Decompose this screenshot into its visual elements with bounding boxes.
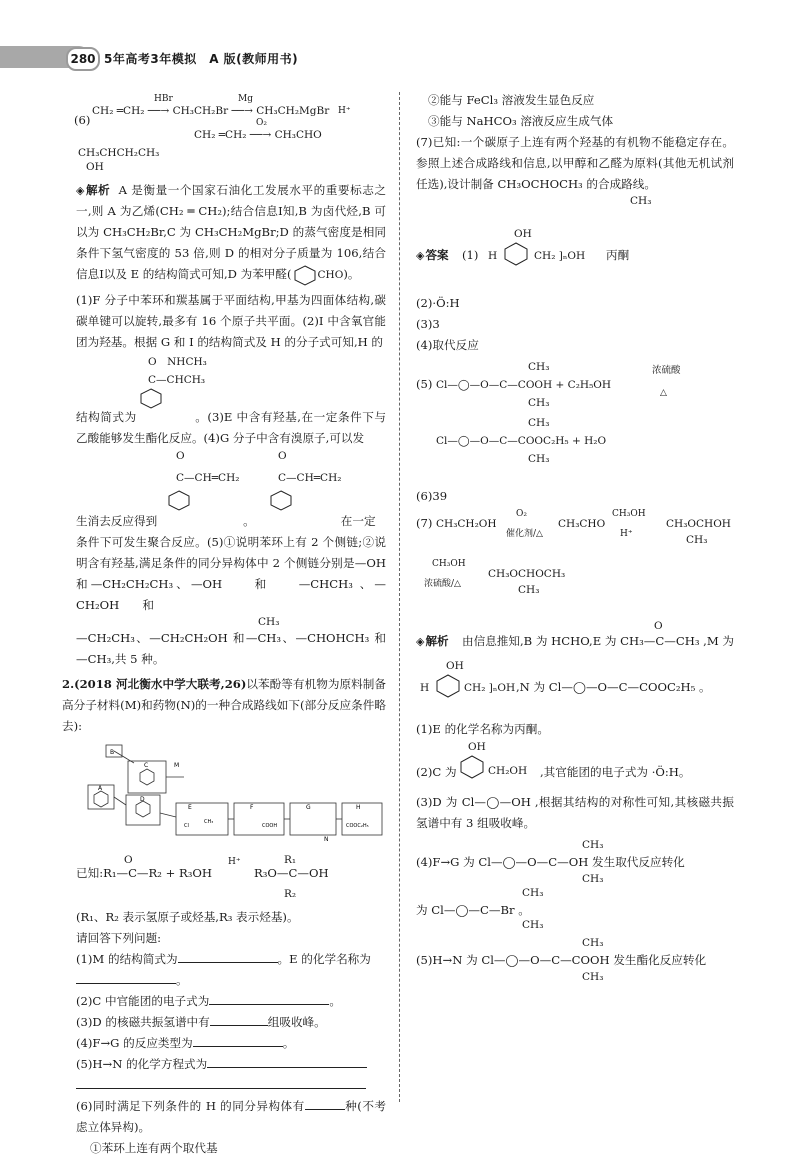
jiexi-c-b: ,其官能团的电子式为 ·Ö:H。 [540, 765, 691, 779]
jiexi-para5-ch3: CH₃ [258, 616, 280, 628]
flow-label-d: D [140, 796, 145, 803]
answer-1-label: (1) [462, 248, 479, 262]
jiexi-block [76, 180, 386, 670]
answer-7-c2b: H⁺ [620, 529, 633, 539]
flow-label-c: C [144, 762, 149, 769]
answer-7-step4: CH₃OCHOCH₃ [488, 568, 566, 580]
answer-7-step3: CH₃OCHOH [666, 518, 731, 530]
route-product-bottom: OH [86, 161, 104, 173]
answer-7-step4-ch3: CH₃ [518, 584, 540, 596]
cond1-line: ①苯环上连有两个取代基 [90, 1141, 218, 1155]
route-cond-hbr: HBr [154, 94, 173, 104]
answer-3: (3)3 [416, 317, 440, 331]
known-cond: H⁺ [228, 857, 241, 867]
benzene-ring-icon [166, 489, 192, 511]
known-reaction [76, 853, 386, 907]
flow-label-m: M [174, 762, 180, 769]
answer-5-prod-ch3-top: CH₃ [528, 417, 550, 429]
jiexi-hn-ch3-bottom: CH₃ [582, 971, 604, 983]
jiexi-tag: ◈ 解析 [76, 183, 110, 197]
flow-cl: Cl [184, 823, 189, 829]
answer-5-ch3-bottom: CH₃ [528, 397, 550, 409]
flow-cooet: COOC₂H₅ [346, 823, 369, 829]
jiexi-fg-a: (4)F→G 为 Cl—◯—O—C—OH 发生取代反应转化 [416, 855, 685, 869]
jiexi-para5: 条件下可发生聚合反应。(5)①说明苯环上有 2 个侧链;②说明含有羟基,满足条件的同分异构体中 2 个侧链分别是—OH 和—CH₂CH₂CH₃、—OH 和 —CHCH₃ 、—CH₂OH 和 [76, 535, 386, 612]
flow-label-a: A [98, 785, 103, 792]
answer-7-step1: CH₃CH₂OH [436, 518, 497, 530]
synthesis-flow-diagram [84, 741, 384, 849]
jiexi-fg-ch3-top: CH₃ [582, 839, 604, 851]
answer-5-cond: 浓硫酸 [652, 365, 681, 376]
answer-1-oh: OH [514, 228, 532, 240]
route-label: (6) [74, 113, 91, 127]
answer-5-equation: Cl—◯—O—C—COOH + C₂H₅OH [436, 379, 612, 391]
q3-blank[interactable] [210, 1013, 268, 1026]
jiexi-d: (3)D 为 Cl—◯—OH ,根据其结构的对称性可知,其核磁共振氢谱中有 3 组吸收峰。 [416, 795, 734, 830]
flow-ch3: CH₃ [204, 819, 214, 825]
answer-2: (2)·Ö:H [416, 296, 460, 310]
route-row1: CH₂ ═CH₂ ──→ CH₃CH₂Br ──→ CH₃CH₂MgBr [92, 105, 330, 117]
daan-tag: ◈ 答案 [416, 247, 448, 263]
benzene-ring-icon [268, 489, 294, 511]
jiexi-c [416, 740, 734, 792]
answer-7-c2: CH₃OH [612, 509, 646, 519]
q3-line: (3)D 的核磁共振氢谱中有 组吸收峰。 [76, 1015, 326, 1029]
o-label-2: O [278, 450, 287, 462]
q5-blank-1[interactable] [207, 1055, 367, 1068]
jiexi-right [416, 619, 734, 719]
q1-blank-e[interactable] [76, 971, 176, 984]
jiexi-c-oh: OH [468, 741, 486, 753]
q1-blank-m[interactable] [178, 950, 278, 963]
route-6 [74, 90, 386, 173]
column-divider [399, 92, 400, 1102]
jiexi-c-struct: CH₂OH [488, 765, 528, 777]
jiexi-fg-ch3-bottom2: CH₃ [522, 919, 544, 931]
jiexi-hn-ch3-top: CH₃ [582, 937, 604, 949]
known-r1: R₁ [284, 854, 297, 866]
h-struct-top: O NHCH₃ [148, 356, 207, 368]
jiexi-para2: (1)F 分子中苯环和羰基属于平面结构,甲基为四面体结构,碳碳单键可以旋转,最多有 16 个原子共平面。(2)I 中含氧官能团为羟基。根据 G 和 I 的结构简式及 H 的分子式可知,H 的 [76, 293, 386, 349]
h-structure [76, 353, 386, 407]
q6-blank[interactable] [305, 1097, 345, 1110]
jiexi-right-tag: ◈ 解析 [416, 633, 448, 649]
answer-1-h: H [488, 250, 498, 262]
jiexi-right-tail: CH₂ ]ₙOH [464, 682, 516, 694]
answer-5-ch3-top: CH₃ [528, 361, 550, 373]
q7-ch3: CH₃ [630, 195, 652, 207]
cond2-line: ②能与 FeCl₃ 溶液发生显色反应 [428, 93, 595, 107]
jiexi-right-line1: 由信息推知,B 为 HCHO,E 为 CH₃—C—CH₃ ,M 为 [462, 634, 735, 648]
route-cond-h: H⁺ [338, 106, 351, 116]
answer-5-product: Cl—◯—O—C—COOC₂H₅ + H₂O [436, 435, 607, 447]
answer-1-tail: CH₂ ]ₙOH [534, 250, 586, 262]
answer-1-name: 丙酮 [606, 248, 630, 262]
answer-4: (4)取代反应 [416, 338, 479, 352]
jiexi-para4: 生消去反应得到 。 在一定 [76, 514, 376, 528]
book-title: 5年高考3年模拟 A 版(教师用书) [104, 52, 299, 66]
benzene-ring-icon [458, 754, 486, 780]
benzene-ring-icon [292, 264, 318, 286]
route-cond-o2: O₂ [256, 118, 267, 128]
jiexi-fg-ch3-top2: CH₃ [522, 887, 544, 899]
jiexi-para6: —CH₂CH₃、—CH₂CH₂OH 和—CH₃、—CHOHCH₃ 和—CH₃,共 5 种。 [76, 631, 386, 666]
question-2-intro: 2.(2018 河北衡水中学大联考,26)以苯酚等有机物为原料制备高分子材料(M)和药物(N)的一种合成路线如下(部分反应条件略去): [62, 677, 386, 733]
benzene-ring-icon [138, 387, 164, 409]
q7-line: (7)已知:一个碳原子上连有两个羟基的有机物不能稳定存在。参照上述合成路线和信息,以甲醇和乙醛为原料(其他无机试剂任选),设计制备 CH₃OCHOCH₃ 的合成路线。 [416, 135, 734, 191]
flow-cooh: COOH [262, 823, 278, 829]
answer-7-step3-ch3: CH₃ [686, 534, 708, 546]
g-struct-1: C—CH═CH₂ [176, 472, 240, 484]
jiexi-fg [416, 834, 734, 930]
h-struct-mid: C—CHCH₃ [148, 374, 206, 386]
answer-7-label: (7) [416, 516, 433, 530]
q2-blank[interactable] [209, 992, 329, 1005]
answer-5 [416, 356, 734, 486]
cond3-line: ③能与 NaHCO₃ 溶液反应生成气体 [428, 114, 614, 128]
jiexi-fg-ch3-bottom: CH₃ [582, 873, 604, 885]
known-r2: R₂ [284, 888, 297, 900]
q2-line: (2)C 中官能团的电子式为 。 [76, 994, 341, 1008]
known-o: O [124, 854, 133, 866]
jiexi-fg-b: 为 Cl—◯—C—Br 。 [416, 903, 530, 917]
known-note: (R₁、R₂ 表示氢原子或烃基,R₃ 表示烃基)。 [76, 910, 299, 924]
q4-blank[interactable] [193, 1034, 283, 1047]
jiexi-hn-line: (5)H→N 为 Cl—◯—O—C—COOH 发生酯化反应转化 [416, 953, 707, 967]
answer-1 [416, 227, 734, 287]
q1-line: (1)M 的结构简式为 。E 的化学名称为 。 [76, 952, 371, 987]
jiexi-right-h: H [420, 682, 430, 694]
benzene-ring-icon [502, 241, 530, 267]
jiexi-c-a: (2)C 为 [416, 765, 457, 779]
jiexi-para3: 结构简式为 。(3)E 中含有羟基,在一定条件下与乙酸能够发生酯化反应。(4)G 分子中含有溴原子,可以发 [76, 410, 386, 445]
route-product-top: CH₃CHCH₂CH₃ [78, 147, 160, 159]
known-prefix: 已知:R₁—C—R₂ + R₃OH [76, 866, 212, 880]
answer-7-c1b: 催化剂/△ [506, 529, 543, 539]
flow-label-b: B [110, 749, 115, 756]
jiexi-right-oh: OH [446, 660, 464, 672]
answer-7 [416, 507, 734, 607]
answer-7-step2: CH₃CHO [558, 518, 606, 530]
flow-label-e: E [188, 804, 192, 811]
right-column [416, 90, 734, 988]
answer-7-c3b: 浓硫酸/△ [424, 579, 461, 589]
jiexi-hn [416, 936, 734, 988]
g-struct-2: C—CH═CH₂ [278, 472, 342, 484]
ask-line: 请回答下列问题: [76, 931, 162, 945]
answer-5-label: (5) [416, 377, 433, 391]
g-elimination-products [76, 449, 386, 511]
route-cond-mg: Mg [238, 94, 253, 104]
o-label-1: O [176, 450, 185, 462]
answer-5-prod-ch3-bottom: CH₃ [528, 453, 550, 465]
route-row2: CH₂ ═CH₂ ──→ CH₃CHO [194, 129, 322, 141]
benzene-ring-icon [434, 673, 462, 699]
jiexi-para1: ◈ 解析 A 是衡量一个国家石油化工发展水平的重要标志之一,则 A 为乙烯(CH₂ ═ CH₂);结合信息Ⅰ知,B 为卤代烃,B 可以为 CH₃CH₂Br,C 为 CH₃CH₂MgBr;D 的蒸气密度是相同条件下氢气密度的 53 倍,则 D 的相对分子质量为 106,结合信息Ⅰ以及 E 的结构简式可知,D 为苯甲醛( CHO)。 [76, 180, 386, 286]
answer-6: (6)39 [416, 489, 448, 503]
q6-line: (6)同时满足下列条件的 H 的同分异构体有 种(不考虑立体异构)。 [76, 1099, 387, 1134]
answer-7-c1: O₂ [516, 509, 527, 519]
flow-label-h: H [356, 804, 361, 811]
jiexi-right-o: O [654, 620, 663, 632]
flow-label-g: G [306, 804, 311, 811]
flow-label-n: N [324, 836, 329, 843]
answer-7-c3: CH₃OH [432, 559, 466, 569]
known-product: R₃O—C—OH [254, 866, 329, 880]
jiexi-right-line2: ,N 为 Cl—◯—O—C—COOC₂H₅ 。 [516, 680, 711, 694]
jiexi-e: (1)E 的化学名称为丙酮。 [416, 722, 549, 736]
left-column [62, 90, 387, 1159]
q4-line: (4)F→G 的反应类型为 。 [76, 1036, 295, 1050]
q5-line: (5)H→N 的化学方程式为 [76, 1054, 386, 1096]
page-number: 280 [66, 47, 100, 71]
answer-5-delta: △ [660, 388, 667, 398]
q5-blank-2[interactable] [76, 1076, 366, 1089]
flow-label-f: F [250, 804, 254, 811]
